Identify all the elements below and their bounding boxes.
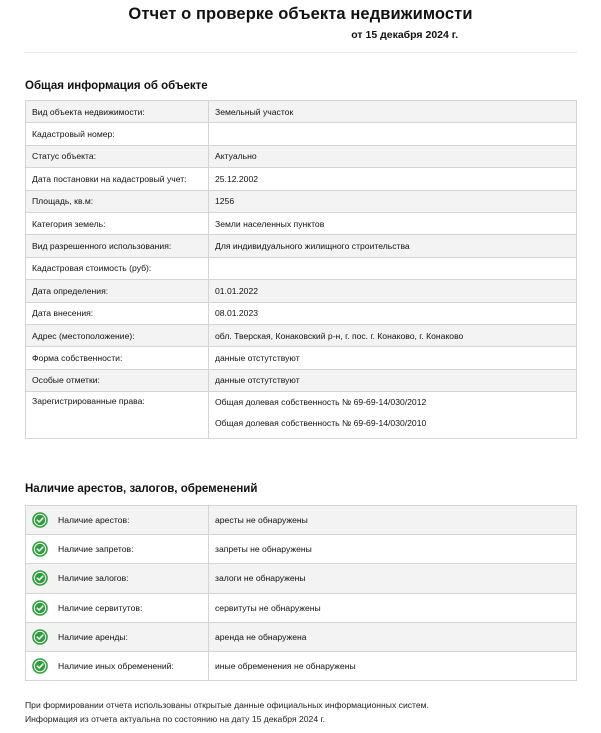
row-label: Зарегистрированные права: <box>26 392 209 439</box>
registered-right: Общая долевая собственность № 69-69-14/030/2010 <box>215 418 427 429</box>
table-row <box>26 123 577 145</box>
footer-note: Информация из отчета актуальна по состоянию на дату 15 декабря 2024 г. <box>25 714 325 724</box>
check-label-cell <box>26 622 209 651</box>
table-row <box>26 564 577 593</box>
check-value: иные обременения не обнаружены <box>209 651 577 680</box>
check-value: аренда не обнаружена <box>209 622 577 651</box>
table-row <box>26 651 577 680</box>
table-row <box>26 622 577 651</box>
encumbrances-table <box>25 505 577 681</box>
report-footer <box>25 698 429 726</box>
check-circle-icon <box>32 570 48 586</box>
header-divider <box>24 52 577 53</box>
table-row <box>26 257 577 279</box>
check-label: Наличие залогов: <box>58 573 129 584</box>
check-label-cell <box>26 535 209 564</box>
row-value: Земельный участок <box>209 101 577 123</box>
table-row <box>26 168 577 190</box>
table-row <box>26 506 577 535</box>
check-circle-icon <box>32 541 48 557</box>
check-circle-icon <box>32 629 48 645</box>
row-label: Дата постановки на кадастровый учет: <box>26 168 209 190</box>
table-row <box>26 392 577 439</box>
row-value <box>209 257 577 279</box>
check-value: запреты не обнаружены <box>209 535 577 564</box>
row-value: Актуально <box>209 145 577 167</box>
check-label-cell <box>26 651 209 680</box>
table-row <box>26 535 577 564</box>
row-value: 25.12.2002 <box>209 168 577 190</box>
table-row <box>26 369 577 391</box>
row-label: Дата определения: <box>26 280 209 302</box>
table-row <box>26 302 577 324</box>
row-value: данные отстутствуют <box>209 347 577 369</box>
row-value: обл. Тверская, Конаковский р-н, г. пос. г. Конаково, г. Конаково <box>209 324 577 346</box>
row-value: Земли населенных пунктов <box>209 212 577 234</box>
row-value: Для индивидуального жилищного строительства <box>209 235 577 257</box>
check-value: залоги не обнаружены <box>209 564 577 593</box>
table-row <box>26 280 577 302</box>
check-label-cell <box>26 506 209 535</box>
row-label: Вид разрешенного использования: <box>26 235 209 257</box>
table-row <box>26 212 577 234</box>
object-info-heading: Общая информация об объекте <box>25 80 208 92</box>
table-row <box>26 190 577 212</box>
check-circle-icon <box>32 658 48 674</box>
check-label-cell <box>26 593 209 622</box>
check-label-cell <box>26 564 209 593</box>
row-label: Категория земель: <box>26 212 209 234</box>
row-label: Адрес (местоположение): <box>26 324 209 346</box>
row-label: Площадь, кв.м: <box>26 190 209 212</box>
check-label: Наличие запретов: <box>58 544 134 555</box>
table-row <box>26 145 577 167</box>
check-label: Наличие иных обременений: <box>58 661 174 672</box>
registered-right: Общая долевая собственность № 69-69-14/030/2012 <box>215 397 427 408</box>
table-row <box>26 593 577 622</box>
row-value: 01.01.2022 <box>209 280 577 302</box>
row-value <box>209 123 577 145</box>
check-value: аресты не обнаружены <box>209 506 577 535</box>
table-row <box>26 101 577 123</box>
row-label: Кадастровая стоимость (руб): <box>26 257 209 279</box>
table-row <box>26 324 577 346</box>
check-value: сервитуты не обнаружены <box>209 593 577 622</box>
check-label: Наличие сервитутов: <box>58 602 143 613</box>
object-info-table <box>25 100 577 439</box>
row-label: Вид объекта недвижимости: <box>26 101 209 123</box>
footer-note: При формировании отчета использованы открытые данные официальных информационных систем. <box>25 700 429 710</box>
row-label: Кадастровый номер: <box>26 123 209 145</box>
row-value: 08.01.2023 <box>209 302 577 324</box>
check-circle-icon <box>32 600 48 616</box>
check-label: Наличие аренды: <box>58 631 128 642</box>
page-title: Отчет о проверке объекта недвижимости <box>128 5 473 23</box>
report-date: от 15 декабря 2024 г. <box>351 29 458 41</box>
table-row <box>26 347 577 369</box>
row-value: 1256 <box>209 190 577 212</box>
row-label: Дата внесения: <box>26 302 209 324</box>
row-label: Форма собственности: <box>26 347 209 369</box>
registered-rights-list <box>209 392 577 439</box>
check-circle-icon <box>32 512 48 528</box>
row-label: Особые отметки: <box>26 369 209 391</box>
check-label: Наличие арестов: <box>58 515 130 526</box>
row-label: Статус объекта: <box>26 145 209 167</box>
encumbrances-heading: Наличие арестов, залогов, обременений <box>25 483 258 495</box>
row-value: данные отстутствуют <box>209 369 577 391</box>
table-row <box>26 235 577 257</box>
